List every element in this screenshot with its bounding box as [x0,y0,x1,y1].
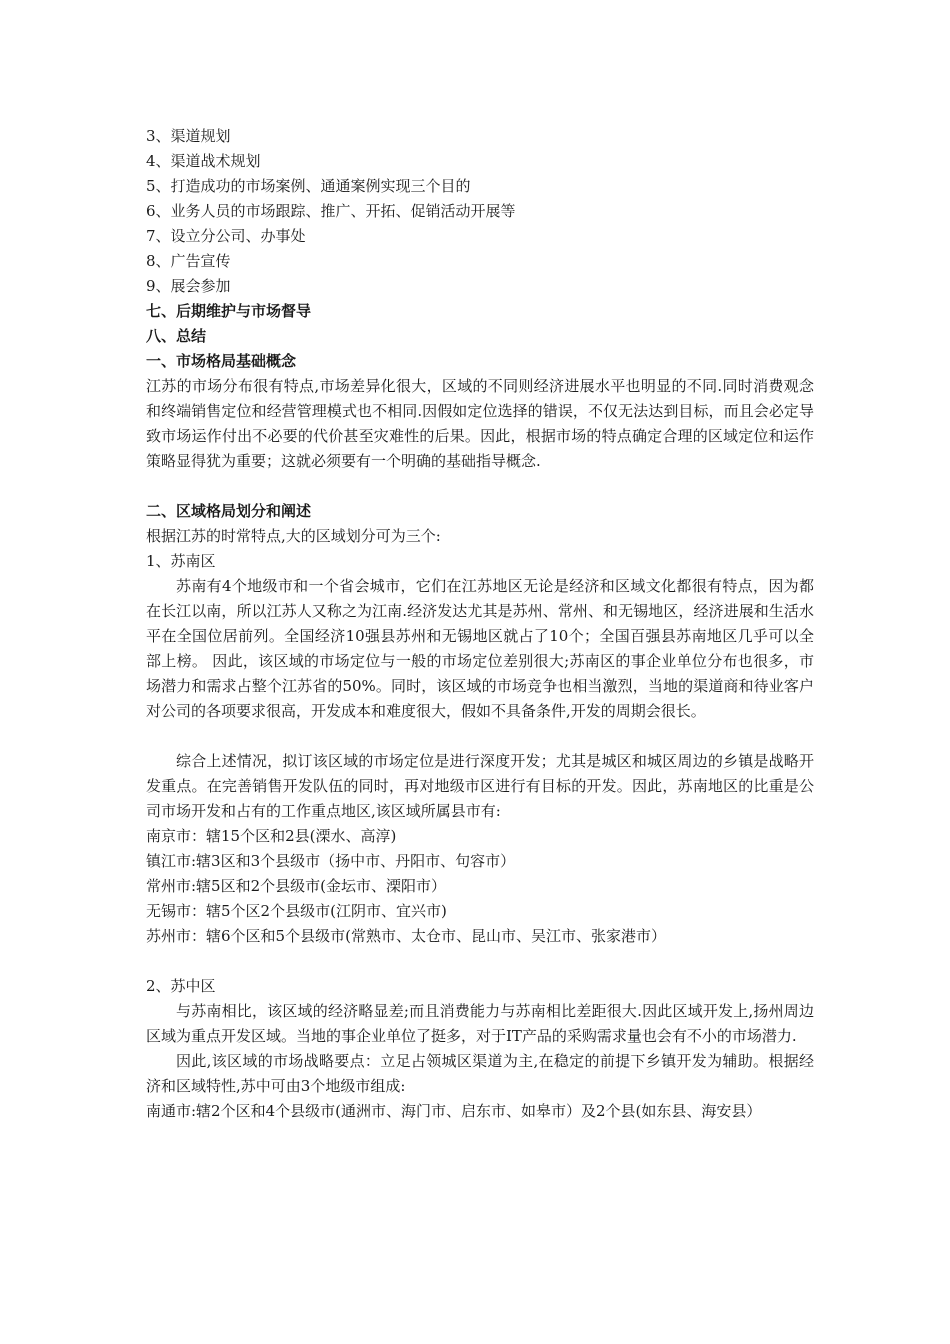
list-item: 8、广告宣传 [146,252,231,270]
list-item: 7、设立分公司、办事处 [146,227,306,245]
region-intro: 根据江苏的时常特点,大的区域划分可为三个: [146,527,441,545]
city-line: 镇江市:辖3区和3个县级市（扬中市、丹阳市、句容市） [146,852,516,870]
list-item: 4、渠道战术规划 [146,152,261,170]
list-item: 6、业务人员的市场跟踪、推广、开拓、促销活动开展等 [146,202,516,220]
subsection-sunan-title: 1、苏南区 [146,552,216,570]
city-line: 南京市：辖15个区和2县(溧水、高淳) [146,827,397,845]
city-line: 无锡市：辖5个区2个县级市(江阴市、宜兴市) [146,902,447,920]
sunan-paragraph-1: 苏南有4个地级市和一个省会城市，它们在江苏地区无论是经济和区域文化都很有特点，因为都在长江以南，所以江苏人又称之为江南.经济发达尤其是苏州、常州、和无锡地区，经济进展和生活水平在全国位居前列。全国经济10强县苏州和无锡地区就占了10个；全国百强县苏南地区几乎可以全部上榜。 因此，该区域的市场定位与一般的市场定位差别很大;苏南区的事企业单位分布也很多，市场潜力和需求占整个江苏省的50%。同时，该区域的市场竞争也相当激烈，当地的渠道商和待业客户对公司的各项要求很高，开发成本和难度很大，假如不具备条件,开发的周期会很长。 [146,577,814,720]
list-item: 3、渠道规划 [146,127,231,145]
suzhong-paragraph-1: 与苏南相比，该区域的经济略显差;而且消费能力与苏南相比差距很大.因此区域开发上,扬州周边区域为重点开发区域。当地的事企业单位了挺多，对于IT产品的采购需求量也会有不小的市场潜力. [146,1002,814,1045]
heading-summary: 八、总结 [146,327,207,345]
heading-maintenance: 七、后期维护与市场督导 [146,302,312,320]
heading-market-concept: 一、市场格局基础概念 [146,352,297,370]
list-item: 5、打造成功的市场案例、通通案例实现三个目的 [146,177,471,195]
subsection-suzhong-title: 2、苏中区 [146,977,216,995]
suzhong-paragraph-2: 因此,该区域的市场战略要点：立足占领城区渠道为主,在稳定的前提下乡镇开发为辅助。根据经济和区域特性,苏中可由3个地级市组成: [146,1052,814,1095]
city-line: 南通市:辖2个区和4个县级市(通洲市、海门市、启东市、如皋市）及2个县(如东县、海安县） [146,1102,762,1120]
spacer [146,949,814,974]
document-page [146,124,814,1124]
list-item: 9、展会参加 [146,277,231,295]
sunan-paragraph-2: 综合上述情况，拟订该区域的市场定位是进行深度开发；尤其是城区和城区周边的乡镇是战略开发重点。在完善销售开发队伍的同时，再对地级市区进行有目标的开发。因此，苏南地区的比重是公司市场开发和占有的工作重点地区,该区域所属县市有: [146,752,814,820]
city-line: 常州市:辖5区和2个县级市(金坛市、溧阳市） [146,877,446,895]
heading-region-division: 二、区域格局划分和阐述 [146,502,312,520]
spacer [146,474,814,499]
spacer [146,724,814,749]
market-concept-paragraph: 江苏的市场分布很有特点,市场差异化很大，区域的不同则经济进展水平也明显的不同.同时消费观念和终端销售定位和经营管理模式也不相同.因假如定位选择的错误，不仅无法达到目标，而且会必定导致市场运作付出不必要的代价甚至灾难性的后果。因此，根据市场的特点确定合理的区域定位和运作策略显得犹为重要；这就必须要有一个明确的基础指导概念. [146,377,814,470]
city-line: 苏州市：辖6个区和5个县级市(常熟市、太仓市、昆山市、吴江市、张家港市） [146,927,666,945]
